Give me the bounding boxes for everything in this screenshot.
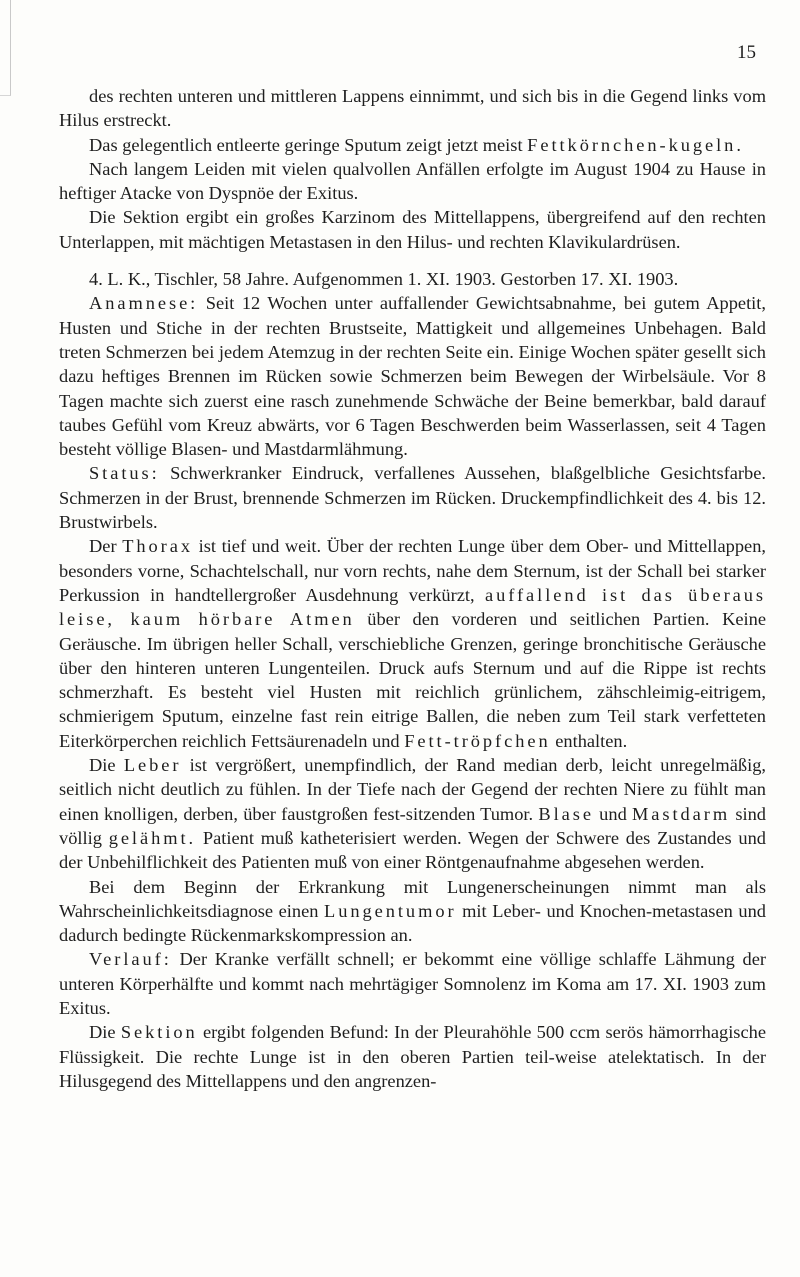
paragraph-p5 <box>59 267 766 291</box>
paragraph-text: Die Sektion ergibt ein großes Karzinom des Mittellappens, übergreifend auf den rechten Unterlappen, mit mächtigen Metastasen in den Hilus- und rechten Klavikulardrüsen. <box>59 207 766 252</box>
paragraph-text: ist vergrößert, unempfindlich, der Rand median derb, leicht unregelmäßig, seitlich nicht deutlich zu fühlen. In der Tiefe nach der Gegend der rechten Niere zu fühlt man einen knolligen, derben, über faustgroßen fest-sitzenden Tumor. <box>59 755 766 824</box>
paragraph-text: Seit 12 Wochen unter auffallender Gewichtsabnahme, bei gutem Appetit, Husten und Stiche in der rechten Brustseite, Mattigkeit und allgemeines Unbehagen. Bald treten Schmerzen bei jedem Atemzug in der rechten Seite ein. Einige Wochen später gesellt sich dazu heftiges Brennen im Rücken sowie Schmerzen beim Bewegen der Wirbelsäule. Vor 8 Tagen machte sich zuerst eine rasch zunehmende Schwäche der Beine bemerkbar, bald darauf taubes Gefühl vom Kreuz abwärts, vor 6 Tagen Beschwerden beim Wasserlassen, seit 4 Tagen besteht völlige Blasen- und Mastdarmlähmung. <box>59 293 766 460</box>
body-text <box>59 84 766 1093</box>
paragraph-p9 <box>59 753 766 874</box>
spaced-emphasis-text: Mastdarm <box>631 803 731 824</box>
paragraph-text: über den vorderen und seitlichen Partien. Keine Geräusche. Im übrigen heller Schall, verschiebliche Grenzen, geringe bronchitische Geräusche über den hinteren unteren Lungenteilen. Druck aufs Sternum und auf die Rippe ist rechts schmerzhaft. Es besteht viel Husten mit reichlich grünlichem, zähschleimig-eitrigem, schmierigem Sputum, einzelne fast rein eitrige Ballen, die neben zum Teil stark verfetteten Eiterkörperchen reichlich Fettsäurenadeln und <box>59 609 767 751</box>
paragraph-p7 <box>59 461 766 534</box>
paragraph-p2 <box>59 133 766 157</box>
paragraph-p6 <box>59 291 766 461</box>
paragraph-p1 <box>59 84 766 133</box>
spaced-emphasis-text: Status: <box>89 463 160 484</box>
paragraph-text: Schwerkranker Eindruck, verfallenes Aussehen, blaßgelbliche Gesichtsfarbe. Schmerzen in der Brust, brennende Schmerzen im Rücken. Druckempfindlichkeit des 4. bis 12. Brustwirbels. <box>59 463 766 533</box>
spaced-emphasis-text: Fett-tröpfchen <box>404 730 551 751</box>
spaced-emphasis-text: Lungentumor <box>324 900 457 921</box>
paragraph-text: Nach langem Leiden mit vielen qualvollen Anfällen erfolgte im August 1904 zu Hause in heftiger Atacke von Dyspnöe der Exitus. <box>59 158 766 204</box>
paragraph-text: ist tief und weit. Über der rechten Lunge über dem Ober- und Mittellappen, besonders vorne, Schachtelschall, nur vorn rechts, nahe dem Sternum, ist der Schall bei starker Perkussion in handtellergroßer Ausdehnung verkürzt, <box>59 536 766 605</box>
paragraph-text: ergibt folgenden Befund: In der Pleurahöhle 500 ccm serös hämorrhagische Flüssigkeit. Die rechte Lunge ist in den oberen Partien teil-weise atelektatisch. In der Hilusgegend des Mittellappens und den angrenzen- <box>59 1022 766 1091</box>
paragraph-text: Der Kranke verfällt schnell; er bekommt eine völlige schlaffe Lähmung der unteren Körperhälfte und kommt nach mehrtägiger Somnolenz im Koma am 17. XI. 1903 zum Exitus. <box>59 949 766 1018</box>
page-edge <box>0 0 11 96</box>
paragraph-p8 <box>59 534 766 753</box>
spaced-emphasis-text: Anamnese: <box>89 293 199 314</box>
paragraph-text: Patient muß katheterisiert werden. Wegen der Schwere des Zustandes und der Unbehilflichkeit des Patienten muß von einer Röntgenaufnahme abgesehen werden. <box>59 827 766 873</box>
paragraph-text: und <box>593 803 632 824</box>
page-number: 15 <box>737 42 756 63</box>
paragraph-p10 <box>59 875 766 948</box>
spaced-emphasis-text: Thorax <box>122 536 193 557</box>
paragraph-text: Bei dem Beginn der Erkrankung mit Lungenerscheinungen nimmt man als Wahrscheinlichkeitsdiagnose einen <box>59 876 766 921</box>
paragraph-text: 4. L. K., Tischler, 58 Jahre. Aufgenommen 1. XI. 1903. Gestorben 17. XI. 1903. <box>89 269 679 290</box>
paragraph-text: sind völlig <box>59 803 766 848</box>
spaced-emphasis-text: Leber <box>123 755 182 776</box>
paragraph-p4 <box>59 205 766 254</box>
paragraph-p12 <box>59 1020 766 1093</box>
paragraph-text: Das gelegentlich entleerte geringe Sputum zeigt jetzt meist <box>89 134 528 155</box>
spaced-emphasis-text: Fettkörnchen-kugeln. <box>527 134 744 155</box>
spaced-emphasis-text: Verlauf: <box>89 949 172 970</box>
spaced-emphasis-text: gelähmt. <box>108 827 197 848</box>
paragraph-text: Die <box>89 1022 121 1043</box>
paragraph-text: Die <box>89 755 124 776</box>
paragraph-p3 <box>59 157 766 206</box>
paragraph-text: mit Leber- und Knochen-metastasen und dadurch bedingte Rückenmarkskompression an. <box>59 900 766 946</box>
paragraph-text: enthalten. <box>550 730 628 751</box>
paragraph-p11 <box>59 947 766 1020</box>
spaced-emphasis-text: Sektion <box>120 1022 198 1043</box>
spaced-emphasis-text: auffallend ist das überaus leise, kaum hörbare Atmen <box>59 584 766 630</box>
paragraph-text: des rechten unteren und mittleren Lappens einnimmt, und sich bis in die Gegend links vom Hilus erstreckt. <box>59 86 766 131</box>
paragraph-text: Der <box>89 536 123 557</box>
spaced-emphasis-text: Blase <box>538 803 594 824</box>
